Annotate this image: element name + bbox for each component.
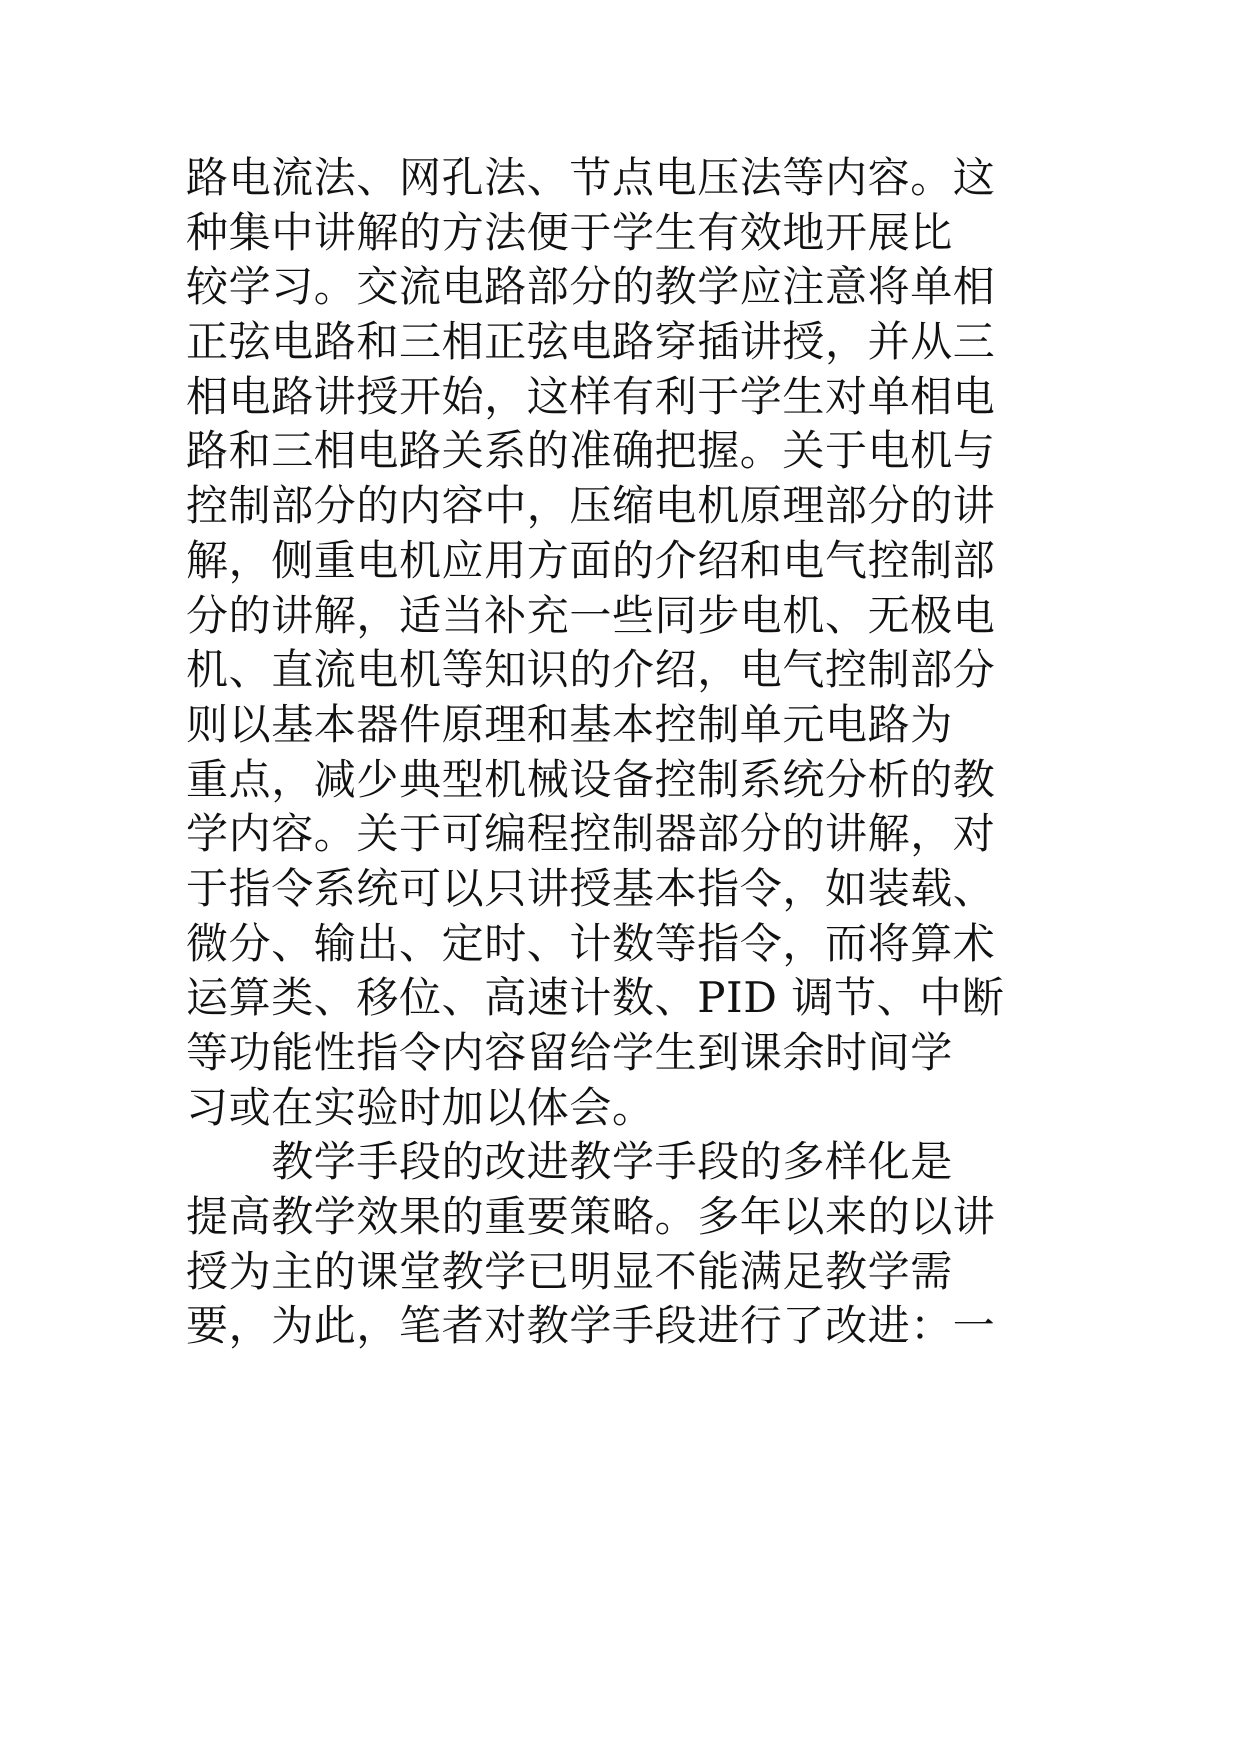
text-line: 等功能性指令内容留给学生到课余时间学: [186, 1028, 953, 1077]
text-line: 正弦电路和三相正弦电路穿插讲授，并从三: [186, 317, 996, 367]
text-line: 则以基本器件原理和基本控制单元电路为: [186, 699, 953, 749]
text-line: 于指令系统可以只讲授基本指令，如装载、: [186, 863, 996, 913]
text-line: 路电流法、网孔法、节点电压法等内容。这: [186, 153, 996, 202]
text-line: 分的讲解，适当补充一些同步电机、无极电: [186, 590, 996, 640]
text-line: 较学习。交流电路部分的教学应注意将单相: [186, 262, 996, 312]
text-line: 运算类、移位、高速计数、PID 调节、中断: [186, 973, 1005, 1023]
text-line: 学内容。关于可编程控制器部分的讲解，对: [186, 809, 996, 859]
text-line: 习或在实验时加以体会。: [186, 1082, 655, 1132]
text-line: 授为主的课堂教学已明显不能满足教学需: [186, 1246, 953, 1296]
text-line: 重点，减少典型机械设备控制系统分析的教: [186, 754, 996, 804]
paragraph-start-line: 教学手段的改进教学手段的多样化是: [186, 1137, 953, 1187]
text-line: 微分、输出、定时、计数等指令，而将算术: [186, 918, 996, 968]
text-line: 种集中讲解的方法便于学生有效地开展比: [186, 207, 953, 257]
text-line: 相电路讲授开始，这样有利于学生对单相电: [186, 371, 996, 421]
text-line: 控制部分的内容中，压缩电机原理部分的讲: [186, 481, 996, 531]
text-line: 解，侧重电机应用方面的介绍和电气控制部: [186, 535, 996, 585]
text-line: 路和三相电路关系的准确把握。关于电机与: [186, 426, 996, 476]
text-line: 机、直流电机等知识的介绍，电气控制部分: [186, 645, 996, 695]
text-line: 要，为此，笔者对教学手段进行了改进：一: [186, 1301, 996, 1351]
text-line: 提高教学效果的重要策略。多年以来的以讲: [186, 1192, 996, 1242]
body-text: [186, 152, 1186, 1355]
